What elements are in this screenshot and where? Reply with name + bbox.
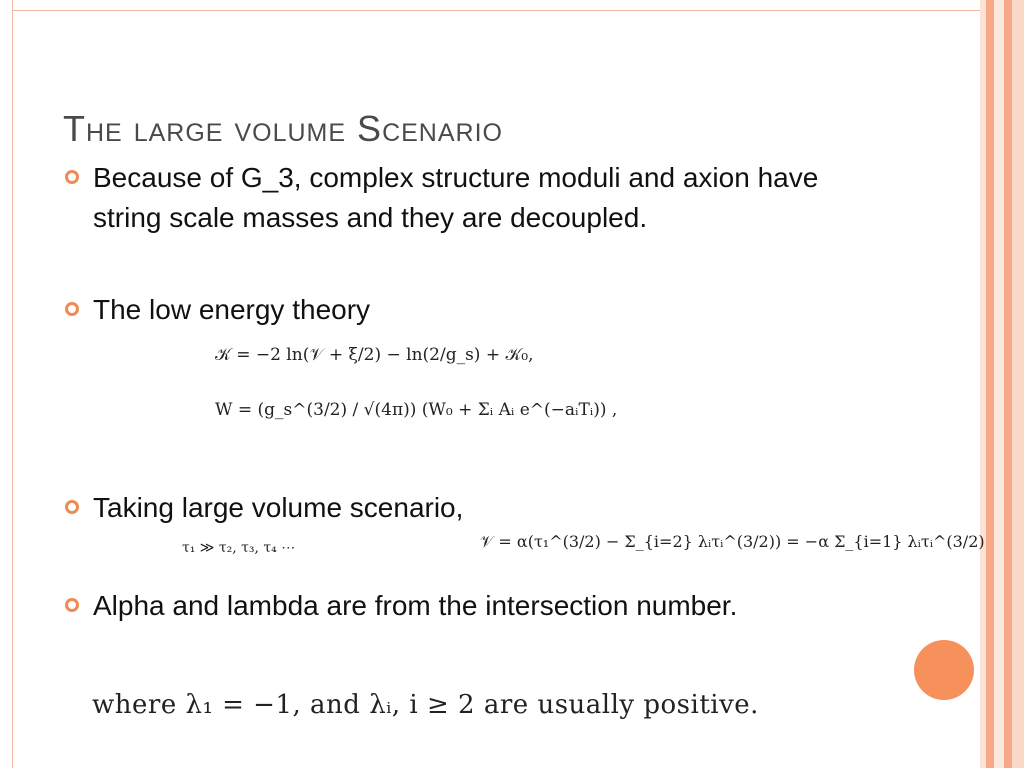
bullet-circle-icon bbox=[65, 170, 79, 184]
hierarchy-formula: τ₁ ≫ τ₂, τ₃, τ₄ ⋯ bbox=[182, 540, 296, 556]
slide-frame-left bbox=[12, 0, 13, 768]
bullet-text: Alpha and lambda are from the intersection number. bbox=[93, 590, 738, 621]
slide-title: The large volume Scenario bbox=[63, 108, 503, 149]
bullet-text: Taking large volume scenario, bbox=[93, 492, 464, 523]
bullet-circle-icon bbox=[65, 500, 79, 514]
stripe bbox=[994, 0, 1004, 768]
superpotential-formula: W = (g_s^(3/2) / √(4π)) (W₀ + Σᵢ Aᵢ e^(−aᵢTᵢ)) , bbox=[215, 400, 618, 420]
bullet-text: Because of G_3, complex structure moduli and axion have string scale masses and they are decoupled. bbox=[93, 162, 819, 233]
kahler-potential-formula: 𝒦 = −2 ln(𝒱 + ξ/2) − ln(2/g_s) + 𝒦₀, bbox=[215, 345, 534, 365]
stripe bbox=[986, 0, 994, 768]
bullet-circle-icon bbox=[65, 302, 79, 316]
bullet-item bbox=[65, 586, 865, 626]
lambda-note: where λ₁ = −1, and λᵢ, i ≥ 2 are usually positive. bbox=[92, 690, 759, 720]
bullet-text: The low energy theory bbox=[93, 294, 371, 325]
decorative-circle bbox=[914, 640, 974, 700]
stripe bbox=[1012, 0, 1024, 768]
bullet-item bbox=[65, 290, 865, 330]
decorative-stripes bbox=[980, 0, 1024, 768]
stripe bbox=[1004, 0, 1012, 768]
bullet-item bbox=[65, 488, 865, 528]
bullet-circle-icon bbox=[65, 598, 79, 612]
volume-formula: 𝒱 = α(τ₁^(3/2) − Σ_{i=2} λᵢτᵢ^(3/2)) = −α Σ_{i=1} λᵢτᵢ^(3/2) bbox=[480, 532, 985, 551]
slide-frame-top bbox=[12, 10, 982, 11]
bullet-item bbox=[65, 158, 865, 238]
